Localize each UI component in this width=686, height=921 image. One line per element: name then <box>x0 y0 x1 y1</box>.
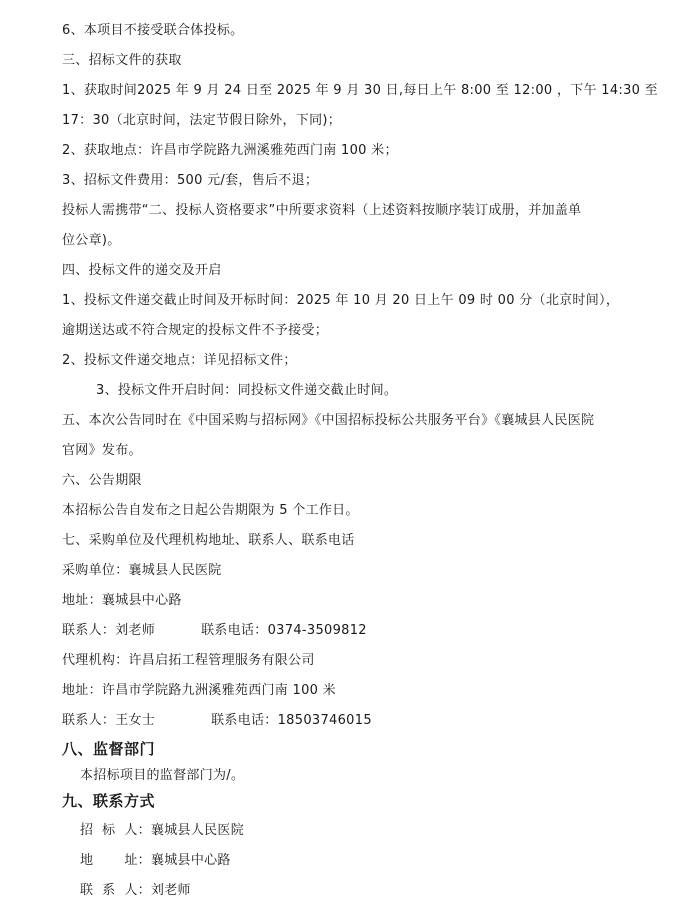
section-3-heading: 三、招标文件的获取 <box>62 53 182 68</box>
purchaser-name: 采购单位：襄城县人民医院 <box>62 563 222 578</box>
clause-no-joint-bidding: 6、本项目不接受联合体投标。 <box>62 23 244 38</box>
tenderer-name: 招 标 人：襄城县人民医院 <box>80 823 245 838</box>
section-8-heading: 八、监督部门 <box>62 740 156 758</box>
section-7-heading: 七、采购单位及代理机构地址、联系人、联系电话 <box>62 533 355 548</box>
section-4-heading: 四、投标文件的递交及开启 <box>62 263 222 278</box>
submission-deadline-cont: 逾期送达或不符合规定的投标文件不予接受； <box>62 323 329 338</box>
announcement-period: 本招标公告自发布之日起公告期限为 5 个工作日。 <box>62 503 359 518</box>
agency-name: 代理机构：许昌启拓工程管理服务有限公司 <box>62 653 315 668</box>
bidder-materials-cont: 位公章)。 <box>62 233 121 248</box>
purchaser-phone: 联系电话：0374-3509812 <box>201 623 367 638</box>
supervision-department: 本招标项目的监督部门为/。 <box>80 768 245 783</box>
acquisition-time-cont: 17：30（北京时间，法定节假日除外，下同)； <box>62 113 342 128</box>
tenderer-address: 地 址：襄城县中心路 <box>80 853 231 868</box>
acquisition-location: 2、获取地点：许昌市学院路九洲溪雅苑西门南 100 米； <box>62 143 398 158</box>
submission-deadline: 1、投标文件递交截止时间及开标时间：2025 年 10 月 20 日上午 09 时 00 分（北京时间）， <box>62 293 620 308</box>
bidder-materials: 投标人需携带“二、投标人资格要求”中所要求资料（上述资料按顺序装订成册，并加盖单 <box>62 203 582 218</box>
purchaser-contact: 联系人：刘老师 <box>62 623 156 638</box>
tenderer-contact: 联 系 人：刘老师 <box>80 883 191 898</box>
section-5-publication-cont: 官网》发布。 <box>62 443 142 458</box>
agency-contact: 联系人：王女士 <box>62 713 156 728</box>
section-9-heading: 九、联系方式 <box>62 792 156 810</box>
opening-time: 3、投标文件开启时间：同投标文件递交截止时间。 <box>96 383 398 398</box>
agency-phone: 联系电话：18503746015 <box>211 713 372 728</box>
purchaser-contact-row <box>62 622 367 640</box>
purchaser-address: 地址：襄城县中心路 <box>62 593 182 608</box>
acquisition-time: 1、获取时间2025 年 9 月 24 日至 2025 年 9 月 30 日,每日上午 8:00 至 12:00 ，下午 14:30 至 <box>62 83 658 98</box>
document-fee: 3、招标文件费用：500 元/套，售后不退； <box>62 173 319 188</box>
section-6-heading: 六、公告期限 <box>62 473 142 488</box>
agency-contact-row <box>62 712 372 730</box>
submission-location: 2、投标文件递交地点：详见招标文件； <box>62 353 297 368</box>
agency-address: 地址：许昌市学院路九洲溪雅苑西门南 100 米 <box>62 683 336 698</box>
section-5-publication: 五、本次公告同时在《中国采购与招标网》《中国招标投标公共服务平台》《襄城县人民医院 <box>62 413 595 428</box>
